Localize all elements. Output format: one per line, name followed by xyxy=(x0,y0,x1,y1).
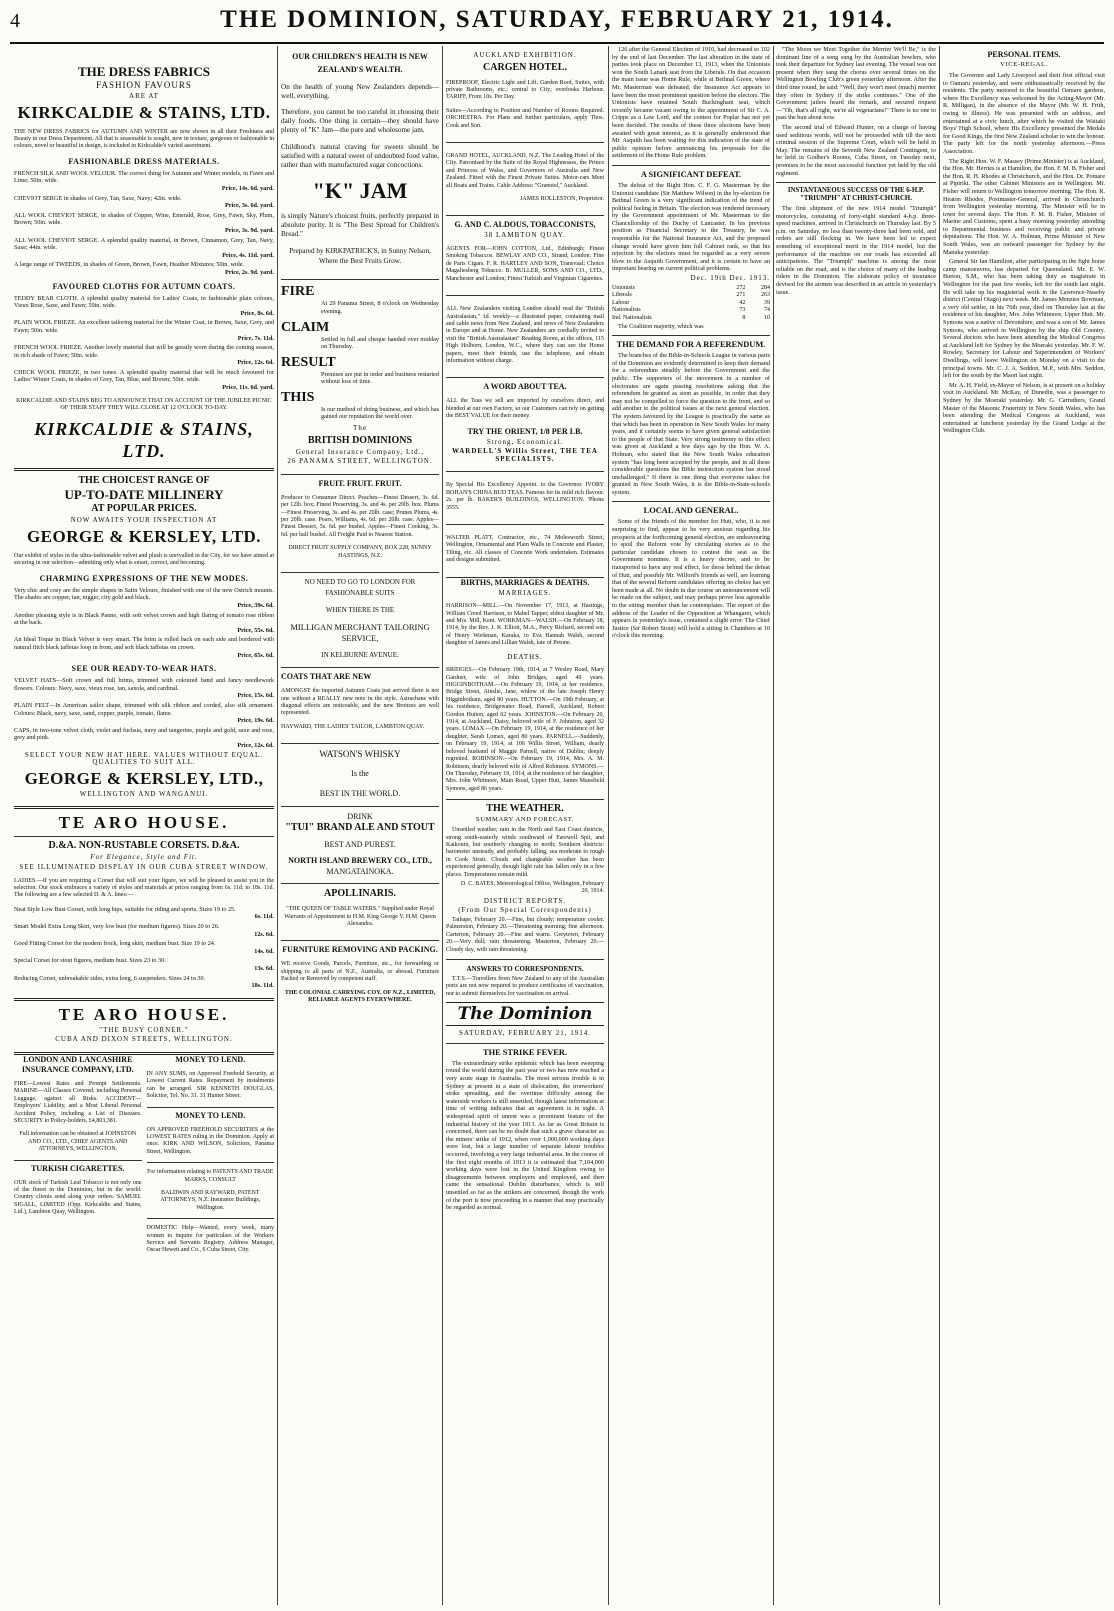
ad-body: AMONGST the imported Autumn Coats just arrived there is not one without a REALLY new note in the style. Astrachans with diagonal effects are noticeable, and the new Bronzes are well represented. xyxy=(281,688,439,717)
table-caption: Dec. 19th Dec. 1913. xyxy=(690,274,770,283)
ad-line: WHEN THERE IS THE xyxy=(325,606,395,615)
article-body: The extraordinary strike epidemic which has been sweeping round the world during the past year or two has now reached a very acute stage in Australia. The most serious trouble is in Sydney at present in a state of dislocation, the ironworkers' strike spreading, and the overtime difficulty among the waterside workers is still unsettled, though latest information at time of writing indicates that an agreement is in sight. A widespread spirit of unrest was a prominent feature of the industrial history of the year 1913. As far as Great Britain is concerned, there can be no doubt that such a grave character as the miners' strike of 1912, when over 1,000,000 working days were lost, but a large number of separate labour troubles occurred, involving a very large industrial area. In the course of the first eight months of 1913 it is estimated that 7,104,000 working days were lost in the United Kingdom owing to disagreements between employers and employed, and then came the sensational Dublin disturbance, which is still unsettled so far as the strikers are concerned, though the work of the port is now proceeding in a manner that may practically be regarded as normal. xyxy=(446,1059,604,1212)
table-cell: 74 xyxy=(764,307,770,314)
ad-price: Price, 8s. 6d. xyxy=(240,309,274,317)
ad-line: MANGATAINOKA. xyxy=(326,867,394,877)
ad-item: An Ideal Toque in Black Velvet is very smart. The brim is rolled back on each side and bordered with natural fitch black taffetas loop in front, and soft black taffetas on crown. xyxy=(14,636,274,652)
article-headline: INSTANTANEOUS SUCCESS OF THE 6-H.P. "TRIUMPH" AT CHRIST-CHURCH. xyxy=(776,182,936,203)
section-subtitle: MARRIAGES. xyxy=(498,588,552,597)
ad-firm: DIRECT FRUIT SUPPLY COMPANY, BOX 228, SUNNY HASTINGS, N.Z. xyxy=(288,545,432,559)
article-local-and-general xyxy=(612,501,770,640)
article-continuation xyxy=(776,46,936,177)
ad-item: A large range of TWEEDS, in shades of Green, Brown, Fawn, Heather Mixtures; 50in. wide. xyxy=(14,261,245,269)
column-4 xyxy=(612,46,770,1605)
article-body: The defeat of the Right Hon. C. F. G. Masterman by the Unionist candidate (Sir Matthew Wilson) in the by-election for Bethnal Green is a very significant indication of the trend of political feeling in Britain. The election was rendered necessary by the Government appointment of Mr. Masterman to the Chancellorship of the Duchy of Lancaster. In his previous position as Financial Secretary to the Treasury, he was responsible for the National Insurance Act, and the proposed change would have given him full Cabinet rank, so that his rejection by the electors must be regarded as a very severe blow to the Asquith Government, and it is certain to have an important bearing on current political problems. xyxy=(612,181,770,273)
ad-firm: KIRKCALDIE & STAINS, LTD. xyxy=(17,102,271,122)
column-advertisements-2 xyxy=(281,46,439,1605)
article-headline: LOCAL AND GENERAL. xyxy=(612,501,770,516)
money-ad-title: MONEY TO LEND. xyxy=(175,1054,246,1064)
ad-paragraph: Premises are put in order and business restarted without loss of time. xyxy=(321,370,439,386)
ad-brand: "TUI" BRAND ALE AND STOUT xyxy=(285,822,435,834)
article-triumph-motorcycle xyxy=(776,182,936,296)
ad-item: Neat Style Low Bust Corset, with long hips, suitable for riding and sports. Sizes 19 to 25. xyxy=(14,905,236,913)
ad-price: Price, 7s. 11d. xyxy=(237,334,274,342)
ad-price: Price, 65s. 6d. xyxy=(237,651,274,659)
money-ad-body: IN ANY SUMS, on Approved Freehold Security, at Lowest Current Rates. Repayment by instalments can be arranged. SIR KENNETH DOUGLAS, Solicitor, Tel. No. 31. 31 Hunter Street. xyxy=(146,1070,274,1100)
ad-headline: FURNITURE REMOVING AND PACKING. xyxy=(282,945,438,955)
article-headline: THE STRIKE FEVER. xyxy=(446,1043,604,1058)
ad-price: Price, 12s. 6d. xyxy=(237,359,274,367)
ad-paragraph: At 29 Panama Street, 8 o'clock on Wednesday evening. xyxy=(321,300,439,315)
ad-item: Reducing Corset, unbreakable sides, extra long, 6 suspenders. Sizes 24 to 30. xyxy=(14,974,206,982)
ad-price: Price, 14s. 6d. yard. xyxy=(221,185,274,192)
ad-item: PLAIN WOOL FRIEZE. An excellent tailoring material for the Winter Coat, in Brown, Saxe, Grey, and Fawn; 50in. wide. xyxy=(14,319,274,334)
money-ad-title: MONEY TO LEND. xyxy=(175,1110,246,1120)
ad-price: Price, 19s. 6d. xyxy=(237,717,274,725)
ad-intro: THE NEW DRESS FABRICS for AUTUMN AND WINTER are now shown in all their Freshness and Beauty in our Dress Department. All that is seasonable is sought, new in texture, gorgeous or fashionable in colours, novel or beautiful in design, is included in Kirkcaldie's varied assortment. xyxy=(14,128,274,150)
editorial-date: SATURDAY, FEBRUARY 21, 1914. xyxy=(459,1029,591,1038)
ad-firm: CARGEN HOTEL. xyxy=(483,61,567,73)
ad-body: Producer to Consumer Direct. Peaches—Finest Dessert, 3s. 6d. per 12lb. box; Finest Preserving, 3s. and 4s. per 20lb. box. Plums—Finest Preserving, 3s. and 4s. per 20lb. case; Prunes Plums, 4s. per 20lb. case. Pears, Williams, 4s. 6d. per 20lb. case. Apples—Finest Dessert, 5s. 6d. per bushel. Apples—Finest Cooking, 3s. 6d. per half bushel. All Freight Paid to Nearest Station. xyxy=(281,494,439,538)
column-rule xyxy=(939,46,940,1605)
fruit-ad xyxy=(281,475,439,573)
column-3 xyxy=(446,46,604,1605)
ad-paragraph: is simply Nature's choicest fruits, perfectly prepared in absolute purity. It is "The Best Spread for Children's Bread." xyxy=(281,211,439,238)
section-title: ANSWERS TO CORRESPONDENTS. xyxy=(446,959,604,974)
column-rule xyxy=(773,46,774,1605)
table-row xyxy=(612,300,770,308)
ad-firm: G. AND C. ALDOUS, TOBACCONISTS, xyxy=(454,220,596,230)
section-title: BIRTHS, MARRIAGES & DEATHS. xyxy=(460,577,590,587)
ad-firm: BRITISH DOMINIONS xyxy=(307,434,413,446)
colonial-carrying-ad xyxy=(281,941,439,1016)
article-body: Unsettled weather, rain in the North and East Coast districts, strong south-easterly winds southward of Farewell Spit, and Kaikoura, but southerly changing to north; Southern districts: barometer unsteady, and probably falling, sea moderate to rough in Cook Strait. Clouds and changeable weather has been experienced generally, though light rain has fallen only in a few places. Temperatures remain mild. xyxy=(446,827,604,878)
table-cell: Labour xyxy=(612,299,630,306)
table-cell: 8 xyxy=(742,315,746,321)
ad-section: FASHIONABLE DRESS MATERIALS. xyxy=(68,156,220,166)
table-cell: 39 xyxy=(764,299,770,306)
article-continuation xyxy=(612,46,770,160)
ad-firm: JAMES ROLLESTON, Proprietor. xyxy=(520,196,604,203)
table-cell: 263 xyxy=(761,292,770,299)
british-australasian-ad xyxy=(446,296,604,378)
ad-headline: THE DRESS FABRICS xyxy=(78,64,210,79)
ad-see: SEE ILLUMINATED DISPLAY IN OUR CUBA STREET WINDOW. xyxy=(19,862,269,871)
ad-price: 6s. 11d. xyxy=(254,913,274,921)
ad-firm: WARDELL'S Willis Street, THE TEA SPECIALISTS. xyxy=(452,447,598,463)
hayward-coats-ad xyxy=(281,668,439,744)
table-row xyxy=(612,292,770,300)
ad-body: WE receive Goods, Parcels, Furniture, etc., for forwarding or shipping to all parts of N.Z., Australia, or abroad. Furniture Packed or Removed by competent staff. xyxy=(281,961,439,983)
ad-price: Price, 3s. 6d. yard. xyxy=(225,202,274,210)
article-body: Mr. A. H. Field, ex-Mayor of Nelson, is at present on a holiday visit in Auckland. Mr. McKay, of Dunedin, was a passenger to Sydney by the Moeraki yesterday. Mr. G. Carruthers, Grand Master of the Masonic Fraternity in New South Wales, who has been attending the Medical Congress at Auckland, was entertained at luncheon yesterday by the Grand Lodge at the Wellington Club. xyxy=(943,381,1105,435)
ad-price: Price, 3s. 9d. yard. xyxy=(225,226,274,234)
ad-item: ALL WOOL CHEVIOT SERGE. A splendid quality material, in Brown, Cinnamon, Grey, Tan, Navy, Saxe; 44in. wide. xyxy=(14,236,274,252)
page-number: 4 xyxy=(10,10,20,32)
ad-body: ALL New Zealanders visiting London should read the "British Australasian," 1d. weekly—a illustrated paper, containing mail and cable news from New Zealand, and news of New Zealanders in Europe and at Home. New Zealanders are cordially invited to visit the "British Australasian" Reading Room, at the offices, 115 High Holborn, London, W.C., where they can see the Home papers, meet their friends, use the telephone, and obtain information without charge. xyxy=(446,306,604,364)
ad-item: PLAIN FELT—In American sailor shape, trimmed with silk ribbon and corded, also silk ornament. Colours: Black, navy, saxe, sand, copper, purple, tomato, flame. xyxy=(14,702,274,717)
ad-paragraph: Settled in full and cheque handed over midday on Thursday. xyxy=(321,335,439,351)
newspaper-title: THE DOMINION, SATURDAY, FEBRUARY 21, 1914. xyxy=(220,6,894,33)
article-referendum xyxy=(612,335,770,496)
ad-item: CHEVIOT SERGE in shades of Grey, Tan, Saxe, Navy; 42in. wide. xyxy=(14,194,182,202)
ad-product: D.&A. NON-RUSTABLE CORSETS. D.&A. xyxy=(48,840,240,852)
table-cell: Ind. Nationalists xyxy=(612,315,652,321)
ad-line: BEST AND PUREST. xyxy=(324,840,396,850)
answers-to-correspondents xyxy=(446,959,604,998)
kirkcaldie-dress-fabrics-ad xyxy=(14,46,274,471)
ad-address: 38 LAMBTON QUAY. xyxy=(484,231,566,240)
ad-section: SEE OUR READY-TO-WEAR HATS. xyxy=(71,664,217,674)
column-5 xyxy=(776,46,936,1605)
ad-notice: KIRKCALDIE AND STAINS BEG TO ANNOUNCE THAT ON ACCOUNT OF THE JUBILEE PICNIC OF THEIR STAFF THEY WILL CLOSE AT 12 O'CLOCK TO-DAY. xyxy=(16,397,272,412)
small-ads-grid xyxy=(14,1055,274,1261)
milligan-tailor-ad xyxy=(281,573,439,668)
notice-body: BRIDGES.—On February 19th, 1914, at 7 Wesley Road, Mary Gardner, wife of John Bridges, aged 49 years. HIGGINBOTHAM.—On February 19, 1914, at her residence, Bridge Street, Ainslie, Jane, widow of the late Joseph Henry Higginbotham, aged 80 years. HUTTON.—On 19th February, at his residence, Bridgewater Road, Parnell, Auckland, Robert Gordon Hutton, aged 62 years. JOHNSTON.—On February 20, 1914, at Auckland, Daisy, beloved wife of F. Johnston, aged 32 years. LOMAX.—On February 19, 1914, at the residence of her daughter, Sarah Lomax, aged 80 years. PARNELL.—Suddenly, on February 19, 1914, at 106 Willis Street, William, dearly beloved husband of Maggie Parnell, native of Dublin; deeply regretted. ROBINSON.—On February 19, 1914, Mrs. A. M. Robinson, dearly beloved wife of Alfred Robinson. SYMONS.—On Thursday, February 19, 1914, at the residence of her daughter, Mrs. John Whitmore, Main Road, Upper Hutt, James Mansfield Symons, aged 86 years. xyxy=(446,667,604,792)
ad-signature: KIRKCALDIE & STAINS, LTD. xyxy=(34,419,254,462)
ad-line: NO NEED TO GO TO LONDON FOR FASHIONABLE SUITS xyxy=(304,578,416,598)
article-body: General Sir Ian Hamilton, after participating in the fight horse camp manoeuvres, has departed for Queensland. Mr. E. W. Burton, S.M., who has been taking duty as magistrate in Wellington for the past few weeks, left for the south last night. He will take up his magisterial work in the Lawrence-Naseby district (Central Otago) next week. Mr. James Menzies Bowman, a very old settler, in his 76th year, died on Thursday last at the residence of his daughter, Mrs. John Whitmore, Upper Hutt. Mr. Symons was a native of Devonshire, and was a son of Mr. James Symons, who arrived in Wellington by the ship Old Country. Several doctors who have been attending the Medical Congress at Auckland left for Sydney by the Moeraki yesterday. Mr. F. W. Rowley, Secretary for Labour and Superintendent of Workers' Dwellings, will leave Wellington on Monday on a visit to the principal towns. Mr. C. J. A. Seddon, M.P., with Mrs. Seddon, left for the south by the Maori last night. xyxy=(943,258,1105,380)
ad-price: Price, 12s. 6d. xyxy=(237,741,274,749)
ad-body: ALL the Teas we sell are imported by ourselves direct, and blended at our own Factory, so our Customers can rely on getting the BEST VALUE for their money. xyxy=(446,398,604,420)
table-cell: 10 xyxy=(764,315,770,321)
ad-signature: GEORGE & KERSLEY, LTD., xyxy=(24,768,264,788)
births-marriages-deaths xyxy=(446,578,604,794)
table-cell: 284 xyxy=(761,284,770,291)
te-aro-house-ad xyxy=(14,1001,274,1055)
article-headline: A SIGNIFICANT DEFEAT. xyxy=(612,165,770,180)
ad-section: CHARMING EXPRESSIONS OF THE NEW MODES. xyxy=(39,573,249,583)
article-body: The Coalition majority, which was xyxy=(618,322,704,330)
article-headline: PERSONAL ITEMS. xyxy=(987,50,1061,59)
ad-body: "THE QUEEN OF TABLE WATERS." Supplied under Royal Warrants of Appointment to H.M. King George V. H.M. Queen Alexandra. xyxy=(284,906,436,927)
column-rule xyxy=(608,46,609,1605)
watsons-whisky-ad xyxy=(281,744,439,807)
table-row xyxy=(612,285,770,293)
ad-offer: TRY THE ORIENT, 1/8 PER LB. xyxy=(467,426,583,436)
bohan-tea-ad xyxy=(446,472,604,525)
ad-sub: Strong, Economical. xyxy=(486,437,564,446)
ad-are-at: ARE AT xyxy=(129,92,159,100)
ad-preheading: AUCKLAND EXHIBITION. xyxy=(473,51,577,59)
editorial-strike-fever xyxy=(446,1043,604,1212)
table-cell: Liberals xyxy=(612,292,632,299)
platt-contractor-ad xyxy=(446,525,604,578)
party-state-table xyxy=(612,285,770,323)
ad-headline: THE CHOICEST RANGE OF xyxy=(78,475,210,487)
k-jam-ad xyxy=(281,46,439,280)
cargen-hotel-ad xyxy=(446,46,604,143)
section-subtitle: (From Our Special Correspondents) xyxy=(458,906,592,915)
ad-body: AGENTS FOR—JOHN COTTON, Ltd., Edinburgh; Finest Smoking Tobaccos. BEWLAY AND CO., Strand, London: Fine de Paris Cigars. F. R. HARTLEY AND SON, Transvaal; Choice Magaliesberg Tobacco. B. MULLER, SONS AND CO., LTD., Manchester and London; Finest Turkish and Virginian Cigarettes. xyxy=(446,246,604,282)
ad-brand: "K" JAM xyxy=(312,177,408,203)
ad-section: FAVOURED CLOTHS FOR AUTUMN COATS. xyxy=(52,281,236,291)
ad-brand: APOLLINARIS. xyxy=(324,888,396,900)
table-cell: 73 xyxy=(739,307,746,314)
article-sign: D. C. BATES, Meteorological Office, Wellington, February 20, 1914. xyxy=(460,880,604,895)
article-body: "The Moon we Meet Together the Merrier We'll Be," is the dominant line of a song sung by the Australian bowlers, who took their departure for Sydney last evening. The vessel was not present when they sang the chorus over several times on the Wellington Bowling Club's green yesterday afternoon. After the third time round, he said: "Well, they won't meet (much) merrier they often in Sydney if the strike continues." One of the Government jailers heard the remark, and secured request—"Oh, that's all right, we're all vegetarians!" There is no one to pass the bun about now. xyxy=(776,46,936,122)
ad-item: CAPS, in two-tone velvet cloth, violet and fuchsia, navy and tangerine, purple and gold, saxe and rose, grey and pink. xyxy=(14,726,274,742)
ad-keyword: FIRE xyxy=(281,284,315,300)
ad-locations: WELLINGTON AND WANGANUI. xyxy=(79,789,209,798)
ad-closing: SELECT YOUR NEW HAT HERE. VALUES WITHOUT EQUAL. QUALITIES TO SUIT ALL. xyxy=(24,750,264,767)
ad-keyword: THIS xyxy=(281,389,315,405)
table-cell: Unionists xyxy=(612,284,636,291)
ad-body: WALTER PLATT, Contractor, etc., 74 Molesworth Street, Wellington, Ornamental and Plain Walls in Concrete and Plaster, Tiling, etc. All classes of Concrete Work undertaken. Estimates and designs submitted. xyxy=(446,534,604,564)
ad-item: VELVET HATS—Soft crown and full brims, trimmed with coloured band and fancy needlework flowers. Colours: Navy, saxe, vieux rose, tan, saxola, and cardinal. xyxy=(14,677,274,692)
ad-body: Suites—According to Position and Number of Rooms Required. ORCHESTRA. For Plans and further particulars, apply Thos. Cook and Son. xyxy=(446,107,604,129)
ad-address: CUBA AND DIXON STREETS, WELLINGTON. xyxy=(55,1035,233,1044)
ad-item: Special Corset for stout figures, medium bust. Sizes 23 to 30. xyxy=(14,957,166,965)
ad-firm: TE ARO HOUSE. xyxy=(58,1004,230,1024)
patents-ad-title: For information relating to PATENTS AND TRADE MARKS, CONSULT xyxy=(147,1169,274,1183)
ad-headline: AT POPULAR PRICES. xyxy=(91,503,197,515)
ad-paragraph: Childhood's natural craving for sweets should be satisfied with a natural sweet of undoubted food value, rather than with manufactured sugar concoctions. xyxy=(281,142,439,169)
ad-subline: FASHION FAVOURS xyxy=(96,80,192,90)
article-body: The second trial of Edward Hunter, on a charge of having used seditious words, will not be proceeded with till the next criminal session of the Supreme Court, which will be held in May. The remains of the Seventh New Zealand Contingent, to be held in Godber's Rooms, Cuba Street, on Tuesday next, promises to be the most successful function yet held by the old regiment. xyxy=(776,123,936,177)
ad-item: FRENCH WOOL FRIEZE. Another lovely material that will be greatly worn during the coming season, in rich shade of Fawn; 50in. wide. xyxy=(14,344,274,359)
the-dominion-logo: The Dominion xyxy=(446,1002,604,1026)
ad-price: 18s. 11d. xyxy=(251,982,274,990)
ad-item: Another pleasing style is in Black Panne, with soft velvet crown and high flaring of tomato rose ribbon at the back. xyxy=(14,611,274,627)
article-body: T.T.S.—Travellers from New Zealand to any of the Australian ports are not now required to produce certificates of vaccination, nor to submit themselves for vaccination on arrival. xyxy=(446,976,604,997)
ad-await: NOW AWAITS YOUR INSPECTION AT xyxy=(70,516,218,525)
ad-price: Price, 39s. 6d. xyxy=(237,602,274,610)
column-rule xyxy=(442,46,443,1605)
patents-ad-body: BALDWIN AND RAYWARD, PATENT ATTORNEYS, N.Z. Insurance Buildings, Wellington. xyxy=(160,1189,261,1211)
ad-headline: FRUIT. FRUIT. FRUIT. xyxy=(318,478,402,488)
grand-hotel-ad xyxy=(446,143,604,216)
ad-paragraph: Prepared by KIRKPATRICK'S, in Sunny Nelson, Where the Best Fruits Grow. xyxy=(289,247,431,266)
notice-body: HARRISON—MILL.—On November 17, 1913, at Hastings, William Creed Harrison, to Mabel Tapper, eldest daughter of Mr. and Mrs. Mill, Kent. WORKMAN—WALSH.—On February 18, 1914, by the Rev. J. K. Elliott, M.A., Percy Richard, second son of Henry Workman, Karaka, to Eva Hannah Walsh, second daughter of James and Lillian Walsh, late of Petone. xyxy=(446,603,604,647)
insurance-ad-body: FIRE—Lowest Rates and Prompt Settlements. MARINE—All Classes Covered, including Personal Luggage, against all Risks. ACCIDENT—Employers' Liability, and a Most Liberal Personal Accident Policy, including a List of Diseases. SECURITY to Policy-holders, £4,803,381. xyxy=(14,1080,142,1124)
ad-item: CHECK WOOL FRIEZE, in two tones. A splendid quality material that will be much favoured for Ladies' Winter Coats, in shades of Grey, Tan, Blue, and Brown; 50in. wide. xyxy=(14,368,274,384)
ad-firm: THE COLONIAL CARRYING COY. OF N.Z., LIMITED, RELIABLE AGENTS EVERYWHERE. xyxy=(284,989,436,1003)
ad-body: By Special His Excellency Appoint. to the Governor. IVORY BOHAN'S CHINA BUD TEAS. Famous for its mild rich flavour. 2s. per lb. BAKER'S BUILDINGS, WELLINGTON. 'Phone 3555. xyxy=(446,482,604,511)
domestic-ad-body: DOMESTIC Help—Wanted, every week, many women to inquire for particulars of the Workers Service and Servants Registry. Address Manager, Oscar Hewett and Co., 6 Cuba Street, City. xyxy=(146,1225,274,1254)
aldous-tobacco-ad xyxy=(446,216,604,296)
ad-firm-sub: General Insurance Company, Ltd., xyxy=(295,447,425,456)
table-cell: 271 xyxy=(736,292,746,299)
ad-nickname: "THE BUSY CORNER." xyxy=(99,1025,189,1034)
ad-line: WATSON'S WHISKY xyxy=(319,749,401,760)
british-dominions-ad xyxy=(281,280,439,475)
weather-report xyxy=(446,799,604,954)
article-body: Taihape, February 20.—Fine, but cloudy; temperature cooler. Palmerston, February 20.—Threatening morning; fine afternoon. Carterton, February 20.—Fine and warm. Greytown, February 20.—Very dull; rain threatening. Masterton, February 20.—Cloudy day, with rain threatening. xyxy=(446,916,604,953)
table-cell: 272 xyxy=(736,284,746,291)
table-cell: 42 xyxy=(739,299,746,306)
article-headline: THE DEMAND FOR A REFERENDUM. xyxy=(612,335,770,350)
article-personal-items xyxy=(943,50,1105,435)
ad-item-list xyxy=(14,295,274,392)
ad-price: Price, 2s. 9d. yard. xyxy=(225,268,274,276)
ad-price: 14s. 6d. xyxy=(254,947,274,955)
ad-address: 26 PANAMA STREET, WELLINGTON. xyxy=(287,457,433,466)
section-title: THE WEATHER. xyxy=(446,799,604,814)
section-subtitle: SUMMARY AND FORECAST. xyxy=(475,816,575,824)
ad-headline: COATS THAT ARE NEW xyxy=(281,672,372,682)
ad-item: ALL WOOL CHEVIOT SERGE, in shades of Copper, Wine, Emerald, Rose, Grey, Fawn, Sky, Plum, Brown; 50in. wide. xyxy=(14,211,274,227)
article-body: The Governor and Lady Liverpool and their first official visit to Oamaru yesterday, and were enthusiastically received by the residents. The party motored to the beautiful Oamaru gardens, where His Excellency was welcomed by the Acting-Mayor (Mr. R. Milligan), in the absence of the Mayor (Mr. W. H. Frith, owing to illness). He was presented with an address, and entertained at a civic lunch, after which he visited the Waitaki Boys' High School, where His Excellency presented the Medals for Good Kings, the first New Zealand scholar to win the honour. The party left for the north yesterday afternoon.—Press Association. xyxy=(943,72,1105,155)
ad-price: Price, 55s. 6d. xyxy=(237,626,274,634)
ad-line: NORTH ISLAND BREWERY CO., LTD., xyxy=(288,856,432,866)
table-row xyxy=(612,315,770,323)
ad-tagline: For Elegance, Style and Fit. xyxy=(90,853,198,862)
article-subheadline: VICE-REGAL. xyxy=(1000,61,1048,68)
ad-headline: OUR CHILDREN'S HEALTH IS NEW ZEALAND'S WEALTH. xyxy=(292,52,428,74)
ad-price: Price, 4s. 11d. yard. xyxy=(222,251,274,259)
article-body: Some of the friends of the member for Hutt, who, it is not surprising to find, appear to be very anxious regarding his prospects at the forthcoming general election, are endeavouring to spoil the Reform vote by circulating stories as to the particular candidate chosen to contest the seat as the Government nominee. It is a heavy decree, and to be transported to have any real effect, for those behind the defeat of Hutt, and possibly Mr. Wilford's friends as well, are learning that of the several Reform candidates offering no choice has yet been made at all. No doubt in due course an announcement will be made on the subject, and may perhaps prove less agreeable to the sitting member than he contemplates. The report of the address of the Leader of the Opposition at Whangarei, which appears in yesterday's issue, contained a slight error. The Chief Justice (Sir Robert Stout) will hold a sitting in Chambers at 10 o'clock this morning. xyxy=(612,518,770,640)
ad-keyword: CLAIM xyxy=(281,319,330,335)
ad-line: BEST IN THE WORLD. xyxy=(319,789,401,799)
insurance-ad-info: Full information can be obtained at JOHNSTON AND CO., LTD., CHIEF AGENTS AND ATTORNEYS, WELLINGTON. xyxy=(19,1131,137,1153)
ad-item: TEDDY BEAR CLOTH. A splendid quality material for Ladies' Coats, in fashionable plain colours, Vieux Rose, Saxe, and Fawn; 50in. wide. xyxy=(14,294,274,310)
ad-price: 13s. 6d. xyxy=(254,964,274,972)
section-subtitle: DISTRICT REPORTS. xyxy=(483,896,567,905)
ad-body: GRAND HOTEL, AUCKLAND, N.Z. The Leading Hotel of the City. Patronised by the Suite of the Royal Highnesses, the Prince and Princess of Wales, and Governors of Australia and New Zealand. Fitted with the Finest Private Suites. Motor-cars Meet all Boats and Trains. Cable Address: "Granotel," Auckland. xyxy=(446,153,604,189)
ad-the: The xyxy=(353,424,367,433)
article-body: The Right Hon. W. F. Massey (Prime Minister) is at Auckland, the Hon. Mr. Herries is at Hamilton, the Hon. F. M. B. Fisher and the Hon. R. H. Rhodes at Christchurch, and the Hon. Dr. Pomare at Pipiriki. The other Cabinet Ministers are in Wellington. Mr. Fisher will return to Wellington tomorrow morning. The Hon. R. Heaton Rhodes, Postmaster-General, arrived in Christchurch from Wellington yesterday morning. The Minister will be in town for several days. The Hon. F. M. B. Fisher, Minister of Marine and Customs, spent a busy morning yesterday attending to Departmental business and receiving public and private deputations. The Hon. W. A. Holman, Prime Minister of New South Wales, was an outward passenger for Sydney by the Manuka yesterday. xyxy=(943,157,1105,256)
article-significant-defeat xyxy=(612,165,770,330)
money-ad-body: ON APPROVED FREEHOLD SECURITIES at the LOWEST RATES ruling in the Dominion. Apply at once. KIRK AND WILSON, Solicitors, Panama Street, Wellington. xyxy=(146,1126,274,1155)
wardells-tea-ad xyxy=(446,378,604,472)
table-cell: Nationalists xyxy=(612,307,641,314)
ad-item: Very chic and cosy are the simple shapes in Satin Velours, finished with one of the new Ostrich mounts. The shades are copper, tan, nigger, city gold and black. xyxy=(14,586,274,602)
ad-firm: TE ARO HOUSE. xyxy=(58,813,230,833)
column-personal-items xyxy=(943,46,1105,1605)
ad-price: 12s. 6d. xyxy=(254,930,274,938)
ad-line: MILLIGAN MERCHANT TAILORING SERVICE, xyxy=(290,622,430,644)
tobacco-ad-body: OUR stock of Turkish Leaf Tobacco is not only one of the finest in the Dominion, but in the world. Country clients send along your orders. SAMUEL SIGALL, LIMITED (Opp. Kirkcaldie and Stains, Ltd.), Lambton Quay, Wellington. xyxy=(14,1179,142,1216)
masthead xyxy=(10,0,1104,44)
te-aro-corsets-ad xyxy=(14,809,274,1000)
ad-paragraph: Therefore, you cannot be too careful in choosing their daily foods. One thing is certain—they should have plenty of "K" Jam—the pure and wholesome jam. xyxy=(281,108,439,135)
ad-firm: GEORGE & KERSLEY, LTD. xyxy=(26,527,262,547)
column-advertisements-1 xyxy=(14,46,274,1605)
tobacco-ad-title: TURKISH CIGARETTES. xyxy=(31,1163,125,1173)
column-rule xyxy=(277,46,278,1605)
ad-body: FIREPROOF, Electric Light and Lift. Garden Roof, Suites, with private Bathrooms, etc.; central to City; overlooks Harbour. TARIFF, From 10s. Per Day. xyxy=(446,79,604,101)
ad-line: IN KELBURNE AVENUE. xyxy=(321,651,399,660)
article-body: The first shipment of the new 1914 model "Triumph" motorcycles, consisting of forty-eight standard 4-h.p. three-speed machines, arrived in Christchurch on Thursday last. By 5 p.m. on Saturday, no less than twenty-three had been sold, and orders are still flocking in. We have been led to expect something of exceptional merit in the 1914 model, but the performance of the machine on our roads has exceeded all anticipations. The "Triumph" machine is among the most reliable on the road, and is the choice of many of the leading riders in the Dominion. The elaborate policy of insurance devised for the airmen was described in an article in yesterday's issue. xyxy=(776,205,936,296)
ad-paragraph: On the health of young New Zealanders depends—well, everything. xyxy=(281,83,439,101)
ad-item: FRENCH SILK AND WOOL VELOUR. The correct thing for Autumn and Winter models, in Fawn and Lime; 50in. wide. xyxy=(14,169,274,185)
table-row xyxy=(612,307,770,315)
ad-item: Good Fitting Corset for the modern frock, long skirt, medium bust. Size 19 to 24. xyxy=(14,940,216,948)
ad-price: Price, 15s. 6d. xyxy=(237,692,274,700)
insurance-ad-title: LONDON AND LANCASHIRE INSURANCE COMPANY, LTD. xyxy=(21,1054,134,1074)
ad-firm: HAYWARD, THE LADIES' TAILOR, LAMBTON QUAY. xyxy=(281,723,425,730)
ad-intro: LADIES.—If you are requiring a Corset that will suit your figure, we will be pleased to assist you in the selection. Our stock embraces a variety of styles and materials at prices ranging from 6s. 11d. to 18s. 11d. The following are a few selected D. & A. lines:— xyxy=(14,877,274,899)
ad-intro: Our exhibit of styles in the ultra-fashionable velvet and plush is unrivalled in the City, for we have aimed at securing in our selection—admitting only what is smart, correct, and becoming. xyxy=(14,553,274,567)
george-kersley-millinery-ad xyxy=(14,471,274,809)
tui-ale-ad xyxy=(281,807,439,884)
ad-item: Smart Model Extra Long Skirt, very low bust (for medium figures). Sizes 20 to 26. xyxy=(14,922,220,930)
ad-headline: UP-TO-DATE MILLINERY xyxy=(64,487,224,503)
ad-item-list xyxy=(14,170,274,277)
article-body: 126 after the General Election of 1910, had decreased to 102 by the end of last December. The last alteration in the state of parties took place on December 13, 1913, when the Unionists won the South Lanark seat from the Liberals. On that occasion the main issue was Home Rule, while at Bethnal Green, where Mr. Masterman was defeated, the Insurance Act appears to have been the most prominent question before the electors. The Unionists have retained South Buckingham seat, which recently became vacant owing to the appointment of Sir C. A. Cripps as a Law Lord, and the contest for Poplar has not yet been decided. The results of these three elections have been awaited with great interest, as it is generally understood that Mr. Asquith has been waiting for this indication of the state of public opinion before announcing his proposals for the settlement of the Home Rule problem. xyxy=(612,46,770,160)
ad-line: Is the xyxy=(351,769,369,779)
section-subtitle: DEATHS. xyxy=(507,652,543,661)
article-body: The branches of the Bible-in-Schools League in various parts of the Dominion are evidently determined to keep their demand for a referendum steadily before the Government and the public. The supporters of the movement in a number of electorates are again passing resolutions asking that the referendum be granted as soon as possible, in order that they may not be compelled to force the question to the front, and so add another to the political issues at the next general election. The system favoured by the League is practically the same as that which has been in operation in New South Wales for many years, and it certainly seems to have given general satisfaction to the people of that State. Very strong testimony to this effect was given at Auckland a few days ago by the Hon. W. A. Holman, who stated that the New South Wales education system "has long been accepted by the people, and in all these considerable questions the Bible instruction system has stood unchallenged." If there is one thing that everyone takes for granted in New South Wales, it is the Bible-in-State-schools system. xyxy=(612,352,770,496)
ad-headline: A WORD ABOUT TEA. xyxy=(483,382,567,392)
ad-paragraph: Is our method of doing business, and which has gained our reputation the world over. xyxy=(321,405,439,421)
ad-keyword: RESULT xyxy=(281,354,336,370)
apollinaris-ad xyxy=(281,884,439,941)
ad-line: DRINK xyxy=(347,812,373,822)
ad-price: Price, 11s. 6d. yard. xyxy=(222,384,274,392)
